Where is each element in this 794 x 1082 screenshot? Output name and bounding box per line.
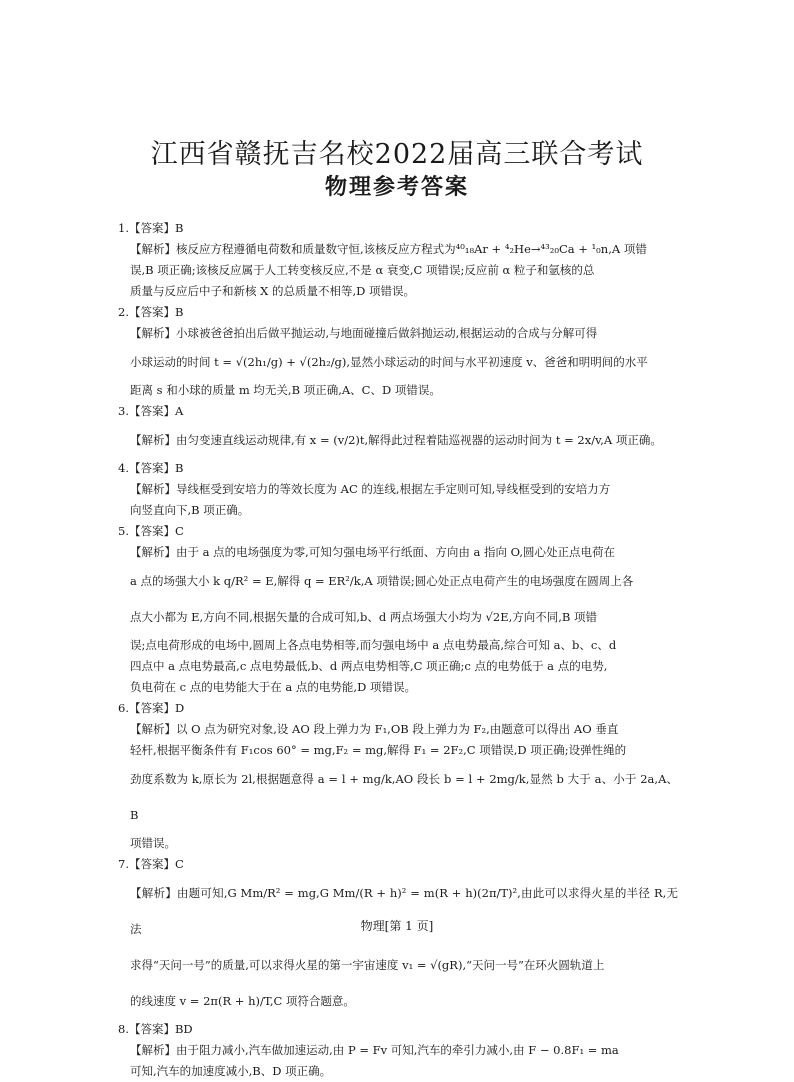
answer-list <box>118 218 678 1082</box>
analysis-line: 距离 s 和小球的质量 m 均无关,B 项正确,A、C、D 项错误。 <box>130 383 441 397</box>
analysis-line: 项错误。 <box>130 836 176 850</box>
answer-label: 3.【答案】A <box>118 404 184 418</box>
analysis-text <box>118 1040 678 1082</box>
analysis-text <box>118 542 678 698</box>
answer-item-7 <box>118 854 678 1019</box>
analysis-text <box>118 323 678 401</box>
answer-key-title: 物理参考答案 <box>324 175 469 200</box>
analysis-line: 【解析】小球被爸爸拍出后做平抛运动,与地面碰撞后做斜抛运动,根据运动的合成与分解可得 <box>130 326 598 340</box>
analysis-line: 【解析】由匀变速直线运动规律,有 x = (v/2)t,解得此过程着陆巡视器的运动时间为 t = 2x/v,A 项正确。 <box>130 433 662 447</box>
answer-label: 8.【答案】BD <box>118 1022 193 1036</box>
analysis-line: a 点的场强大小 k q/R² = E,解得 q = ER²/k,A 项错误;圆心处正点电荷产生的电场强度在圆周上各 <box>130 574 634 588</box>
analysis-line: 的线速度 v = 2π(R + h)/T,C 项符合题意。 <box>130 994 355 1008</box>
analysis-text <box>118 479 678 521</box>
page-footer: 物理[第 1 页] <box>360 919 434 933</box>
analysis-text <box>118 422 678 458</box>
answer-label: 1.【答案】B <box>118 221 184 235</box>
answer-label: 2.【答案】B <box>118 305 184 319</box>
answer-label: 5.【答案】C <box>118 524 184 538</box>
analysis-line: 【解析】以 O 点为研究对象,设 AO 段上弹力为 F₁,OB 段上弹力为 F₂,由题意可以得出 AO 垂直 <box>130 722 619 736</box>
answer-item-1 <box>118 218 678 302</box>
analysis-line: 劲度系数为 k,原长为 2l,根据题意得 a = l + mg/k,AO 段长 b = l + 2mg/k,显然 b 大于 a、小于 2a,A、B <box>130 772 678 822</box>
analysis-line: 【解析】核反应方程遵循电荷数和质量数守恒,该核反应方程式为⁴⁰₁₈Ar + ⁴₂He→⁴³₂₀Ca + ¹₀n,A 项错 <box>130 242 647 256</box>
analysis-line: 【解析】由于阻力减小,汽车做加速运动,由 P = Fv 可知,汽车的牵引力减小,由 F − 0.8F₁ = ma <box>130 1043 619 1057</box>
answer-item-3 <box>118 401 678 458</box>
analysis-line: 误,B 项正确;该核反应属于人工转变核反应,不是 α 衰变,C 项错误;反应前 α 粒子和氩核的总 <box>130 263 595 277</box>
analysis-line: 轻杆,根据平衡条件有 F₁cos 60° = mg,F₂ = mg,解得 F₁ = 2F₂,C 项错误,D 项正确;设弹性绳的 <box>130 743 627 757</box>
answer-label: 7.【答案】C <box>118 857 184 871</box>
analysis-line: 小球运动的时间 t = √(2h₁/g) + √(2h₂/g),显然小球运动的时间与水平初速度 v、爸爸和明明间的水平 <box>130 355 648 369</box>
answer-item-4 <box>118 458 678 521</box>
exam-title: 江西省赣抚吉名校2022届高三联合考试 <box>150 139 644 170</box>
analysis-line: 求得“天问一号”的质量,可以求得火星的第一宇宙速度 v₁ = √(gR),“天问一号”在环火圆轨道上 <box>130 958 605 972</box>
analysis-line: 点大小都为 E,方向不同,根据矢量的合成可知,b、d 两点场强大小均为 √2E,方向不同,B 项错 <box>130 610 598 624</box>
analysis-line: 向竖直向下,B 项正确。 <box>130 503 250 517</box>
analysis-line: 负电荷在 c 点的电势能大于在 a 点的电势能,D 项错误。 <box>130 680 416 694</box>
answer-label: 6.【答案】D <box>118 701 185 715</box>
analysis-text <box>118 875 678 1019</box>
answer-item-5 <box>118 521 678 698</box>
answer-item-2 <box>118 302 678 401</box>
analysis-line: 误;点电荷形成的电场中,圆周上各点电势相等,而匀强电场中 a 点电势最高,综合可知 a、b、c、d <box>130 638 617 652</box>
analysis-line: 【解析】导线框受到安培力的等效长度为 AC 的连线,根据左手定则可知,导线框受到的安培力方 <box>130 482 611 496</box>
answer-item-6 <box>118 698 678 854</box>
analysis-text <box>118 239 678 302</box>
analysis-line: 四点中 a 点电势最高,c 点电势最低,b、d 两点电势相等,C 项正确;c 点的电势低于 a 点的电势, <box>130 659 608 673</box>
analysis-line: 可知,汽车的加速度减小,B、D 项正确。 <box>130 1064 332 1078</box>
analysis-line: 质量与反应后中子和新核 X 的总质量不相等,D 项错误。 <box>130 284 416 298</box>
answer-label: 4.【答案】B <box>118 461 184 475</box>
analysis-line: 【解析】由题可知,G Mm/R² = mg,G Mm/(R + h)² = m(R + h)(2π/T)²,由此可以求得火星的半径 R,无法 <box>130 886 678 936</box>
answer-item-8 <box>118 1019 678 1082</box>
analysis-text <box>118 719 678 854</box>
analysis-line: 【解析】由于 a 点的电场强度为零,可知匀强电场平行纸面、方向由 a 指向 O,圆心处正点电荷在 <box>130 545 616 559</box>
